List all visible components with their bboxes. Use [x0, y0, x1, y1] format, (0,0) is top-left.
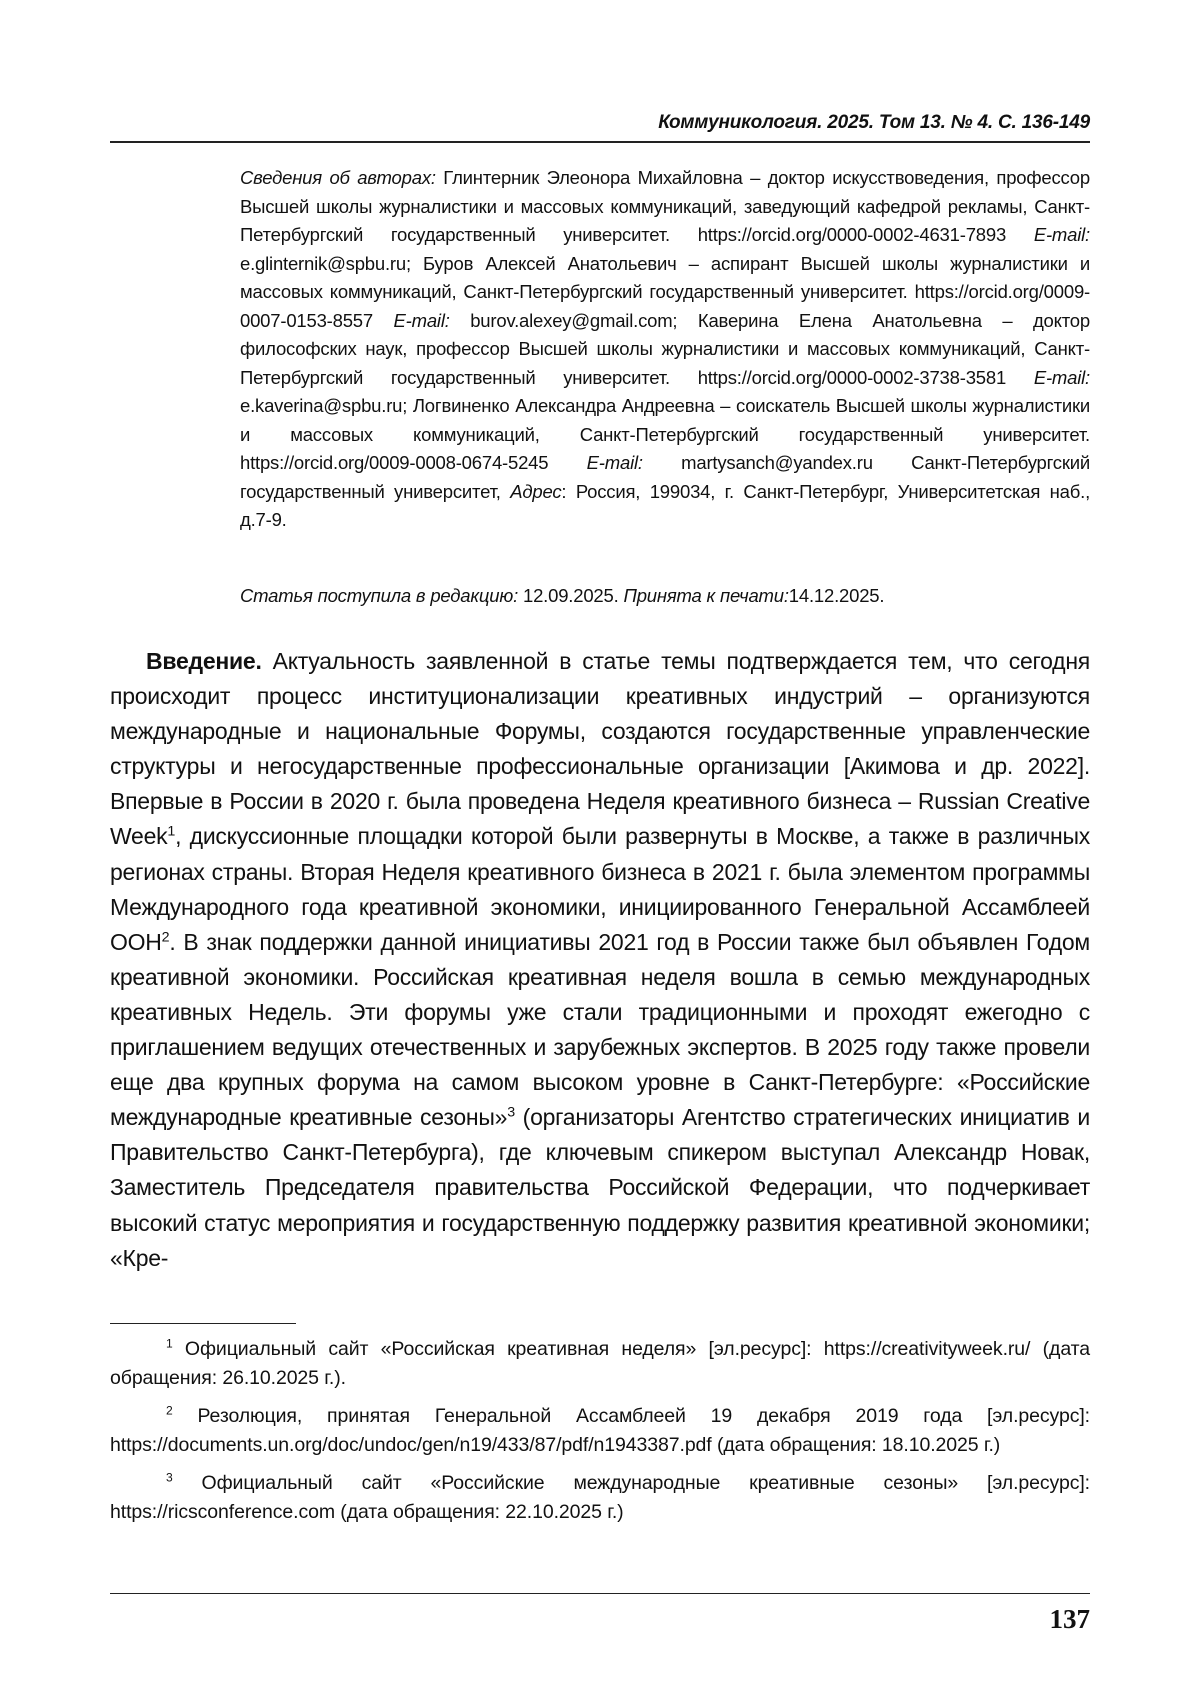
- introduction-paragraph: [110, 644, 1090, 1276]
- footer-rule: [110, 1593, 1090, 1594]
- authors-label: Сведения об авторах:: [240, 167, 436, 188]
- email-label-4: E-mail:: [586, 452, 643, 473]
- running-header: Коммуникология. 2025. Том 13. № 4. С. 136-149: [658, 112, 1090, 133]
- footnote-text-2: Резолюция, принятая Генеральной Ассамблеей 19 декабря 2019 года [эл.ресурс]: https://documents.un.org/doc/undoc/gen/n19/433/87/pdf/n1943387.pdf (дата обращения: 18.10.2025 г.): [110, 1405, 1090, 1456]
- email-label-2: E-mail:: [393, 309, 450, 331]
- footnote-1: [110, 1335, 1090, 1393]
- footnotes: [110, 1335, 1090, 1536]
- body-text-part-1: Актуальность заявленной в статье темы подтверждается тем, что сегодня происходит процесс институционализации креативных индустрий – организуются международные и национальные Форумы, создаются государственные управленческие структуры и негосударственные профессиональные организации [Акимова и др. 2022]. Впервые в России в 2020 г. была проведена Неделя креативного бизнеса – Russian Creative Week: [110, 648, 1090, 850]
- page-number: 137: [1049, 1604, 1090, 1634]
- accepted-date: 14.12.2025.: [788, 585, 885, 606]
- author-information: [240, 164, 1090, 535]
- footnote-marker-2: 2: [166, 1403, 173, 1418]
- footnote-2: [110, 1402, 1090, 1460]
- body-text-part-3: . В знак поддержки данной инициативы 2021 год в России также был объявлен Годом креативной экономики. Российская креативная неделя вошла в семью международных креативных Недель. Эти форумы уже стали традиционными и проходят ежегодно с приглашением ведущих отечественных и зарубежных экспертов. В 2025 году также провели еще два крупных форума на самом высоком уровне в Санкт-Петербурге: «Российские международные креативные сезоны»: [110, 928, 1090, 1131]
- header-rule: [110, 141, 1090, 143]
- email-label-3: E-mail:: [1033, 366, 1090, 388]
- footnote-text-3: Официальный сайт «Российские международные креативные сезоны» [эл.ресурс]: https://ricsconference.com (дата обращения: 22.10.2025 г.): [110, 1472, 1090, 1523]
- footnote-marker-1: 1: [166, 1336, 173, 1351]
- footnote-3: [110, 1469, 1090, 1527]
- author-text-4: e.kaverina@spbu.ru; Логвиненко Александра Андреевна – соискатель Высшей школы журналистики и массовых коммуникаций, Санкт-Петербургский государственный университет. https://orcid.org/0009-0008-0674-5245: [240, 395, 1090, 473]
- address-label: Адрес: [510, 480, 562, 502]
- author-text-5: martysanch@yandex.ru Санкт-Петербургский государственный университет,: [240, 452, 1091, 502]
- article-dates: [240, 582, 1090, 610]
- accepted-label: Принята к печати:: [623, 585, 789, 606]
- body-text-part-4: (организаторы Агентство стратегических инициатив и Правительство Санкт-Петербурга), где ключевым спикером выступал Александр Новак, Заместитель Председателя правительства Российской Федерации, что подчеркивает высокий статус мероприятия и государственную поддержку развития креативной экономики; «Кре-: [110, 1104, 1090, 1271]
- author-text-3: burov.alexey@gmail.com; Каверина Елена Анатольевна – доктор философских наук, профессор Высшей школы журналистики и массовых коммуникаций, Санкт-Петербургский государственный университет. https://orcid.org/0000-0002-3738-3581: [240, 309, 1090, 388]
- author-text-2: e.glinternik@spbu.ru; Буров Алексей Анатольевич – аспирант Высшей школы журналистики и массовых коммуникаций, Санкт-Петербургский государственный университет. https://orcid.org/0009-0007-0153-8557: [240, 252, 1090, 331]
- footnote-ref-2: 2: [161, 929, 170, 946]
- footnote-marker-3: 3: [166, 1470, 173, 1485]
- footnote-ref-1: 1: [167, 823, 176, 840]
- introduction-heading: Введение.: [146, 648, 262, 674]
- body-text-part-2: , дискуссионные площадки которой были развернуты в Москве, а также в различных регионах страны. Вторая Неделя креативного бизнеса в 2021 г. была элементом программы Международного года креативной экономики, инициированного Генеральной Ассамблеей ООН: [110, 823, 1090, 955]
- received-date: 12.09.2025.: [518, 585, 624, 606]
- footnote-rule: [110, 1323, 296, 1324]
- footnote-ref-3: 3: [507, 1104, 515, 1121]
- footnote-text-1: Официальный сайт «Российская креативная неделя» [эл.ресурс]: https://creativityweek.ru/ (дата обращения: 26.10.2025 г.).: [110, 1338, 1090, 1389]
- address-text: : Россия, 199034, г. Санкт-Петербург, Университетская наб., д.7-9.: [240, 480, 1091, 530]
- email-label-1: E-mail:: [1033, 224, 1090, 245]
- author-text-1: Глинтерник Элеонора Михайловна – доктор искусствоведения, профессор Высшей школы журналистики и массовых коммуникаций, заведующий кафедрой рекламы, Санкт-Петербургский государственный университет. https://orcid.org/0000-0002-4631-7893: [240, 167, 1090, 245]
- received-label: Статья поступила в редакцию:: [240, 585, 519, 606]
